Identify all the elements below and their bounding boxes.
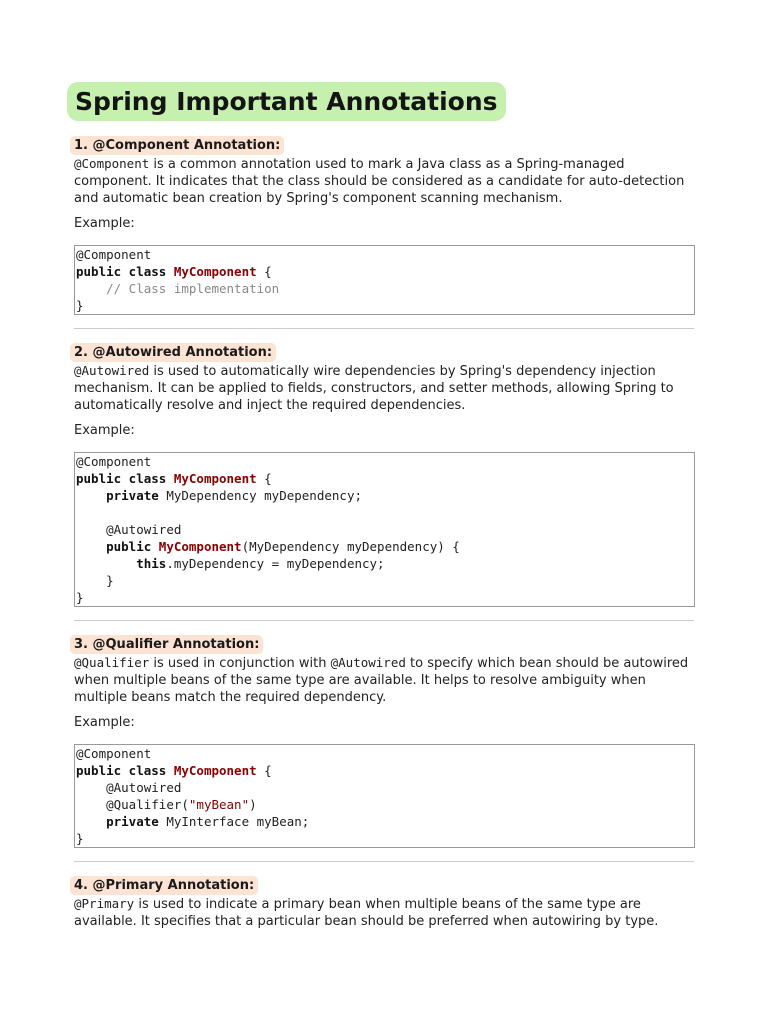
section-heading: 1. @Component Annotation: bbox=[70, 136, 284, 155]
section-autowired bbox=[74, 341, 694, 414]
example-label-2: Example: bbox=[74, 423, 135, 438]
code-block-component: @Component public class MyComponent { // Class implementation } bbox=[74, 245, 695, 315]
section-description: @Autowired is used to automatically wire dependencies by Spring's dependency injection mechanism. It can be applied to fields, constructors, and setter methods, allowing Spring to automatically resolve and inject the required dependencies. bbox=[74, 363, 674, 413]
section-heading: 3. @Qualifier Annotation: bbox=[70, 635, 263, 654]
code-block-qualifier: @Component public class MyComponent { @Autowired @Qualifier("myBean") private MyInterface myBean; } bbox=[74, 744, 695, 848]
page-title: Spring Important Annotations bbox=[67, 82, 506, 121]
section-component bbox=[74, 134, 694, 207]
section-description: @Primary is used to indicate a primary bean when multiple beans of the same type are available. It specifies that a particular bean should be preferred when autowiring by type. bbox=[74, 896, 659, 929]
section-description: @Component is a common annotation used to mark a Java class as a Spring-managed component. It indicates that the class should be considered as a candidate for auto-detection and automatic bean creation by Spring's component scanning mechanism. bbox=[74, 156, 685, 206]
section-heading: 4. @Primary Annotation: bbox=[70, 876, 258, 895]
section-divider bbox=[74, 861, 694, 862]
section-qualifier bbox=[74, 633, 694, 706]
section-primary bbox=[74, 874, 694, 930]
example-label-3: Example: bbox=[74, 715, 135, 730]
code-block-autowired: @Component public class MyComponent { private MyDependency myDependency; @Autowired public MyComponent(MyDependency myDependency) { this.myDependency = myDependency; } } bbox=[74, 452, 695, 607]
section-heading: 2. @Autowired Annotation: bbox=[70, 343, 276, 362]
section-description: @Qualifier is used in conjunction with @Autowired to specify which bean should be autowired when multiple beans of the same type are available. It helps to resolve ambiguity when multiple beans match the required dependency. bbox=[74, 655, 689, 705]
example-label-1: Example: bbox=[74, 216, 135, 231]
section-divider bbox=[74, 620, 694, 621]
section-divider bbox=[74, 328, 694, 329]
